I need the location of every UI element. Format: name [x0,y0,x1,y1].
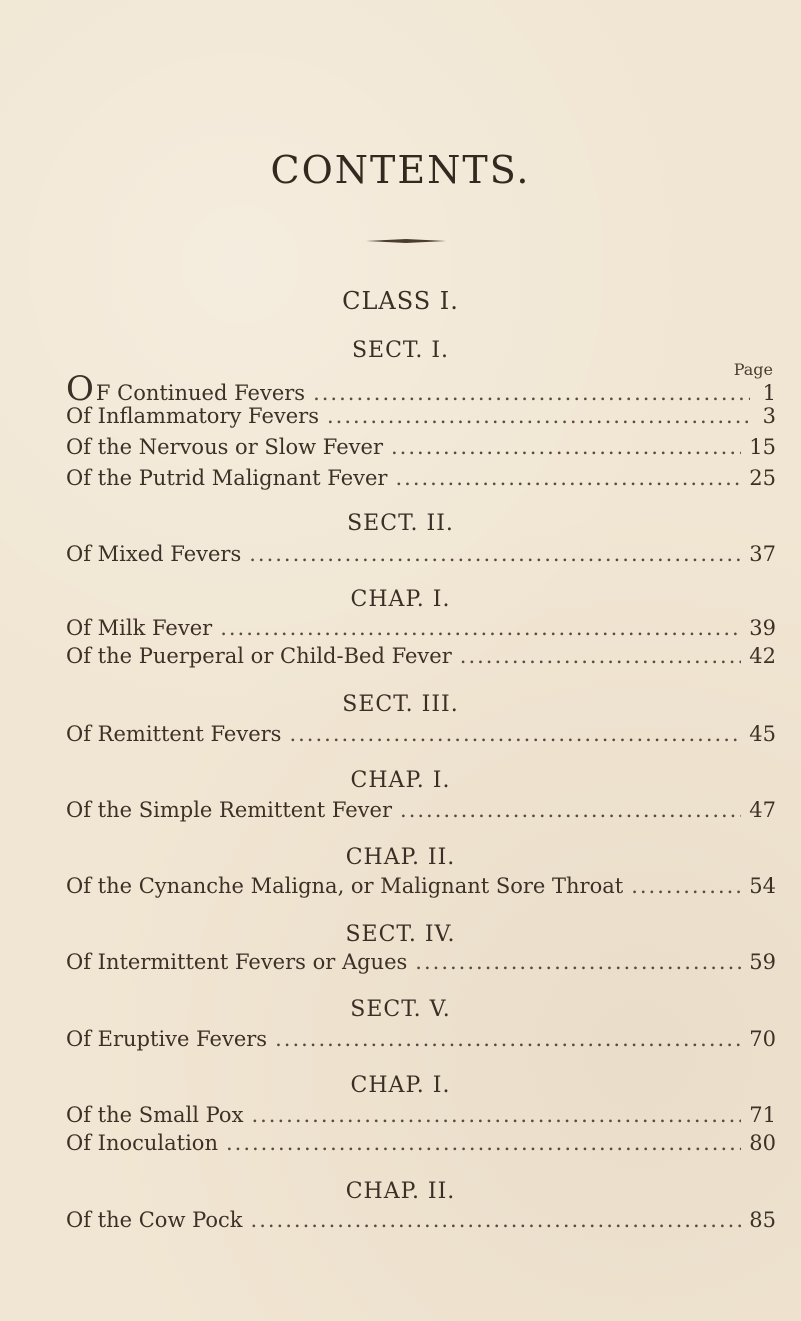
contents-entry [66,616,776,646]
section-heading: CHAP. I. [350,587,451,612]
section-heading: CHAP. II. [345,1179,456,1204]
page-title: CONTENTS. [270,148,531,192]
entry-title: Of the Simple Remittent Fever [66,798,393,822]
entry-title: Of Remittent Fevers [66,722,282,746]
contents-entry [66,950,776,980]
entry-page-number: 71 [749,1103,776,1127]
entry-title: Of the Cow Pock [66,1208,243,1232]
dot-leader [289,722,741,746]
entry-page-number: 45 [749,722,776,746]
entry-page-number: 59 [749,950,776,974]
contents-entry [66,466,776,496]
entry-page-number: 37 [749,542,776,566]
entry-page-number: 85 [749,1208,776,1232]
entry-page-number: 42 [749,644,776,668]
contents-entry [66,1103,776,1133]
decorative-rule [366,238,446,244]
entry-page-number: 1 [762,381,776,405]
contents-entry [66,1208,776,1238]
section-heading: CHAP. I. [350,1073,451,1098]
dot-leader [251,1208,742,1232]
entry-title: Of the Nervous or Slow Fever [66,435,383,459]
contents-entry [66,644,776,674]
entry-page-number: 25 [749,466,776,490]
dot-leader [460,644,742,668]
entry-page-number: 3 [762,404,776,428]
entry-title: Of the Puerperal or Child-Bed Fever [66,644,452,668]
contents-entry [66,542,776,572]
entry-page-number: 80 [749,1131,776,1155]
entry-title: Of Intermittent Fevers or Agues [66,950,408,974]
dot-leader [313,381,750,405]
dot-leader [251,1103,741,1127]
entry-page-number: 47 [749,798,776,822]
entry-title: F Continued Fevers [95,381,306,405]
section-heading: CHAP. I. [350,768,451,793]
entry-title: Of Inflammatory Fevers [66,404,319,428]
contents-entry [66,874,776,904]
contents-entry [66,404,776,434]
dot-leader [400,798,741,822]
entry-title: Of Eruptive Fevers [66,1027,268,1051]
contents-entry [66,1027,776,1057]
section-heading: SECT. III. [342,692,459,717]
dot-leader [631,874,741,898]
contents-entry [66,798,776,828]
entry-title: Of Inoculation [66,1131,218,1155]
entry-title: Of the Small Pox [66,1103,244,1127]
contents-entry [66,435,776,465]
drop-cap: O [66,369,94,409]
section-heading: SECT. II. [347,511,454,536]
dot-leader [415,950,741,974]
entry-title: Of Mixed Fevers [66,542,242,566]
entry-page-number: 15 [749,435,776,459]
entry-title: Of the Cynanche Maligna, or Malignant Sore Throat [66,874,624,898]
entry-page-number: 70 [749,1027,776,1051]
dot-leader [327,404,750,428]
dot-leader [275,1027,741,1051]
class-heading: CLASS I. [342,287,459,315]
dot-leader [249,542,741,566]
page-column-label: Page [733,360,773,379]
section-heading: SECT. V. [350,997,451,1022]
entry-page-number: 39 [749,616,776,640]
contents-entry [66,722,776,752]
dot-leader [391,435,741,459]
contents-entry [66,1131,776,1161]
entry-page-number: 54 [749,874,776,898]
dot-leader [395,466,741,490]
entry-title: Of the Putrid Malignant Fever [66,466,388,490]
section-heading: SECT. I. [351,338,450,363]
dot-leader [226,1131,741,1155]
section-heading: SECT. IV. [345,922,456,947]
section-heading: CHAP. II. [345,845,456,870]
dot-leader [220,616,741,640]
entry-title: Of Milk Fever [66,616,213,640]
